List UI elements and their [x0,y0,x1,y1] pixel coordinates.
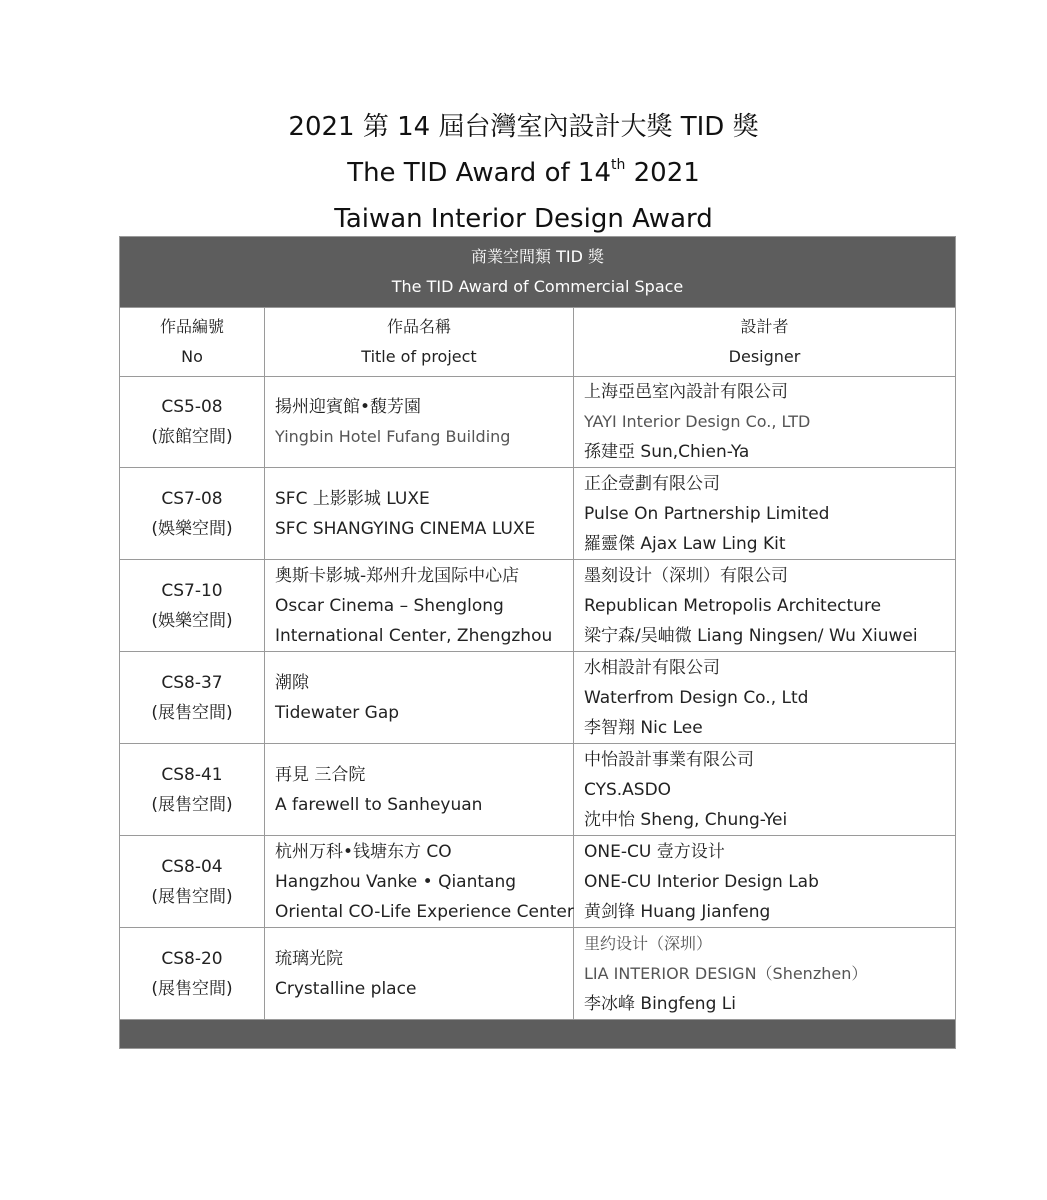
project-title-line: International Center, Zhengzhou [275,625,553,646]
project-number: CS7-08 [161,488,223,509]
designer-cell [574,836,956,928]
title-ordinal-suffix: th [610,157,626,173]
header-title-en: Title of project [361,347,477,366]
title-line-english: Taiwan Interior Design Award [334,204,713,234]
award-rows [120,377,956,1020]
project-title-cell [265,652,574,744]
designer-line: 李智翔 Nic Lee [584,717,703,738]
project-title-line: 揚州迎賓館•馥芳園 [275,397,422,417]
designer-line: LIA INTERIOR DESIGN（Shenzhen） [584,963,868,983]
project-title-cell [265,836,574,928]
project-category: (展售空間) [151,886,233,907]
designer-line: 梁宁森/吴岫微 Liang Ningsen/ Wu Xiuwei [584,625,918,646]
project-title-cell [265,560,574,652]
project-title-line: Oscar Cinema – Shenglong [275,595,504,616]
designer-line: YAYI Interior Design Co., LTD [584,412,811,431]
project-title-line: SFC SHANGYING CINEMA LUXE [275,518,536,539]
designer-cell [574,744,956,836]
project-number-cell [120,377,265,468]
header-title [265,308,574,377]
project-number: CS8-41 [161,764,223,785]
project-title-line: Tidewater Gap [275,702,400,723]
project-title-line: SFC 上影影城 LUXE [275,488,430,509]
designer-line: CYS.ASDO [584,779,672,800]
table-row [120,744,956,836]
title-award-prefix: The TID Award of 14 [347,158,611,188]
header-designer-en: Designer [728,347,801,366]
designer-line: 墨刻设计（深圳）有限公司 [584,565,788,586]
header-no-en: No [181,347,203,366]
header-designer-cn: 設計者 [740,317,789,336]
project-title-cell [265,468,574,560]
table-row [120,928,956,1020]
project-number: CS7-10 [161,580,223,601]
designer-cell [574,560,956,652]
footer-band [120,1020,956,1049]
project-number-cell [120,744,265,836]
project-title-line: Crystalline place [275,978,417,999]
project-title-line: 再見 三合院 [275,764,366,785]
project-number: CS8-04 [161,856,223,877]
project-number-cell [120,928,265,1020]
header-title-cn: 作品名稱 [386,317,451,336]
header-no-cn: 作品編號 [159,317,224,336]
project-title-line: 琉璃光院 [275,948,343,969]
designer-cell [574,468,956,560]
table-row [120,560,956,652]
designer-cell [574,377,956,468]
designer-line: 沈中怡 Sheng, Chung-Yei [584,809,788,830]
project-category: (展售空間) [151,794,233,815]
project-number-cell [120,836,265,928]
project-title-cell [265,377,574,468]
project-title-line: 杭州万科•钱塘东方 CO [275,841,452,862]
designer-line: ONE-CU Interior Design Lab [584,871,819,892]
designer-line: 里约设计（深圳） [584,933,713,953]
project-number: CS5-08 [161,397,223,417]
designer-line: 中怡設計事業有限公司 [584,749,754,770]
designer-line: 孫建亞 Sun,Chien-Ya [584,442,750,462]
designer-line: Pulse On Partnership Limited [584,503,830,524]
table-row [120,377,956,468]
project-title-cell [265,744,574,836]
designer-cell [574,928,956,1020]
project-category: (展售空間) [151,702,233,723]
project-title-line: A farewell to Sanheyuan [275,794,483,815]
table-row [120,836,956,928]
project-number-cell [120,560,265,652]
designer-line: 正企壹劃有限公司 [584,473,720,494]
project-number: CS8-20 [161,948,223,969]
project-title-line: 奧斯卡影城-郑州升龙国际中心店 [275,565,520,586]
project-title-line: 潮隙 [275,672,309,693]
project-number: CS8-37 [161,672,223,693]
project-number-cell [120,468,265,560]
category-band [120,237,956,308]
project-category: (娛樂空間) [151,610,233,631]
project-title-cell [265,928,574,1020]
title-line-award [0,150,1047,196]
project-title-line: Hangzhou Vanke • Qiantang [275,871,517,892]
header-no [120,308,265,377]
designer-line: 上海亞邑室內設計有限公司 [584,382,788,402]
title-award-year: 2021 [625,158,700,188]
designer-line: Waterfrom Design Co., Ltd [584,687,809,708]
designer-line: 羅靈傑 Ajax Law Ling Kit [584,533,786,554]
designer-line: ONE-CU 壹方设计 [584,841,725,862]
designer-line: 水相設計有限公司 [584,657,720,678]
designer-line: 黄剑锋 Huang Jianfeng [584,901,771,922]
project-category: (娛樂空間) [151,518,233,539]
category-band-chinese: 商業空間類 TID 獎 [471,247,604,266]
designer-cell [574,652,956,744]
awards-table [119,236,956,1049]
document-title [0,104,1047,242]
project-category: (展售空間) [151,978,233,999]
project-title-line: Yingbin Hotel Fufang Building [275,427,511,446]
designer-line: 李冰峰 Bingfeng Li [584,993,736,1014]
project-number-cell [120,652,265,744]
header-designer [574,308,956,377]
category-band-english: The TID Award of Commercial Space [391,277,684,296]
table-row [120,652,956,744]
project-category: (旅館空間) [151,427,233,447]
project-title-line: Oriental CO-Life Experience Center [275,901,574,922]
designer-line: Republican Metropolis Architecture [584,595,882,616]
table-row [120,468,956,560]
title-line-chinese: 2021 第 14 屆台灣室內設計大獎 TID 獎 [288,112,759,142]
